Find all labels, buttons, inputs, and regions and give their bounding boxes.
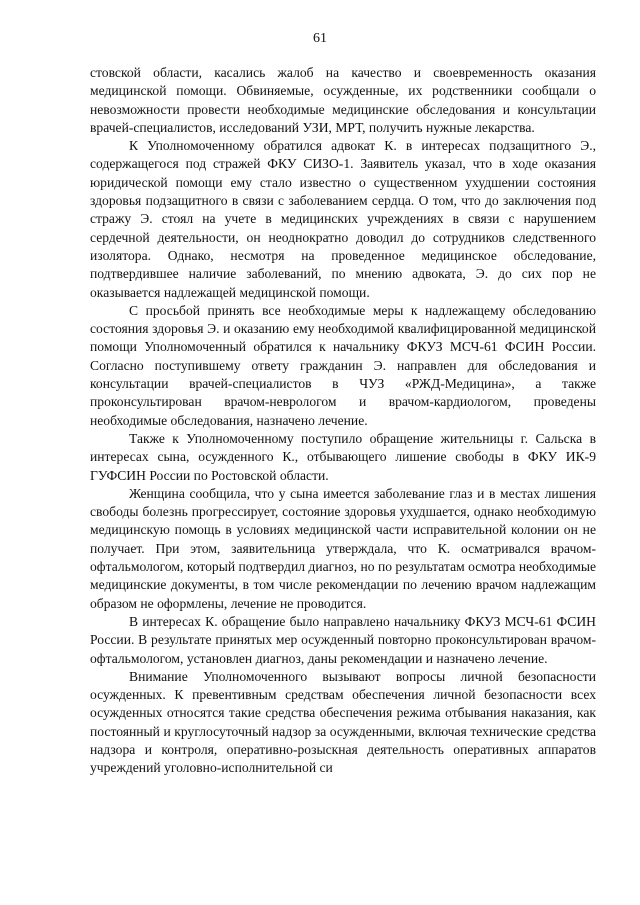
paragraph-3: С просьбой принять все необходимые меры к надлежащему обследованию состояния здоровья Э. и оказанию ему необходимой квалифицированной медицинской помощи Уполномоченный обратился к начальнику ФКУЗ МСЧ-61 ФСИН России. Согласно поступившему ответу гражданин Э. направлен для обследования и консультации врачей-специалистов в ЧУЗ «РЖД-Медицина», а также проконсультирован врачом-неврологом и врачом-кардиологом, проведены необходимые обследования, назначено лечение. xyxy=(90,302,596,428)
paragraph-5: Женщина сообщила, что у сына имеется заболевание глаз и в местах лишения свободы болезнь прогрессирует, состояние здоровья ухудшается, однако необходимую медицинскую помощь в условиях медицинской части исправительной колонии он не получает. При этом, заявительница утверждала, что К. осматривался врачом-офтальмологом, который подтвердил диагноз, но по результатам осмотра необходимые медицинские документы, в том числе рекомендации по лечению врачом надлежащим образом не оформлены, лечение не проводится. xyxy=(90,485,596,611)
paragraph-2: К Уполномоченному обратился адвокат К. в интересах подзащитного Э., содержащегося под стражей ФКУ СИЗО-1. Заявитель указал, что в ходе оказания юридической помощи ему стало известно о существенном ухудшении состояния здоровья подзащитного в связи с заболеванием сердца. О том, что до заключения под стражу Э. стоял на учете в медицинских учреждениях в связи с нарушением сердечной деятельности, он неоднократно доводил до сотрудников следственного изолятора. Однако, несмотря на проведенное медицинское обследование, подтвердившее наличие заболеваний, по мнению адвоката, Э. до сих пор не оказывается надлежащей медицинской помощи. xyxy=(90,138,596,300)
document-body xyxy=(90,64,596,778)
paragraph-4: Также к Уполномоченному поступило обращение жительницы г. Сальска в интересах сына, осужденного К., отбывающего лишение свободы в ФКУ ИК-9 ГУФСИН России по Ростовской области. xyxy=(90,430,596,483)
paragraph-7: Внимание Уполномоченного вызывают вопросы личной безопасности осужденных. К превентивным средствам обеспечения личной безопасности всех осужденных относятся такие средства обеспечения режима отбывания наказания, как постоянный и круглосуточный надзор за осужденными, включая технические средства надзора и контроля, оперативно-розыскная деятельность оперативных аппаратов учреждений уголовно-исполнительной си xyxy=(90,668,596,776)
page-number: 61 xyxy=(313,31,327,46)
paragraph-1: стовской области, касались жалоб на качество и своевременность оказания медицинской помощи. Обвиняемые, осужденные, их родственники сообщали о невозможности провести необходимые медицинские обследования и консультации врачей-специалистов, исследований УЗИ, МРТ, получить нужные лекарства. xyxy=(90,65,596,135)
paragraph-6: В интересах К. обращение было направлено начальнику ФКУЗ МСЧ-61 ФСИН России. В результате принятых мер осужденный повторно проконсультирован врачом-офтальмологом, установлен диагноз, даны рекомендации и назначено лечение. xyxy=(90,613,596,666)
